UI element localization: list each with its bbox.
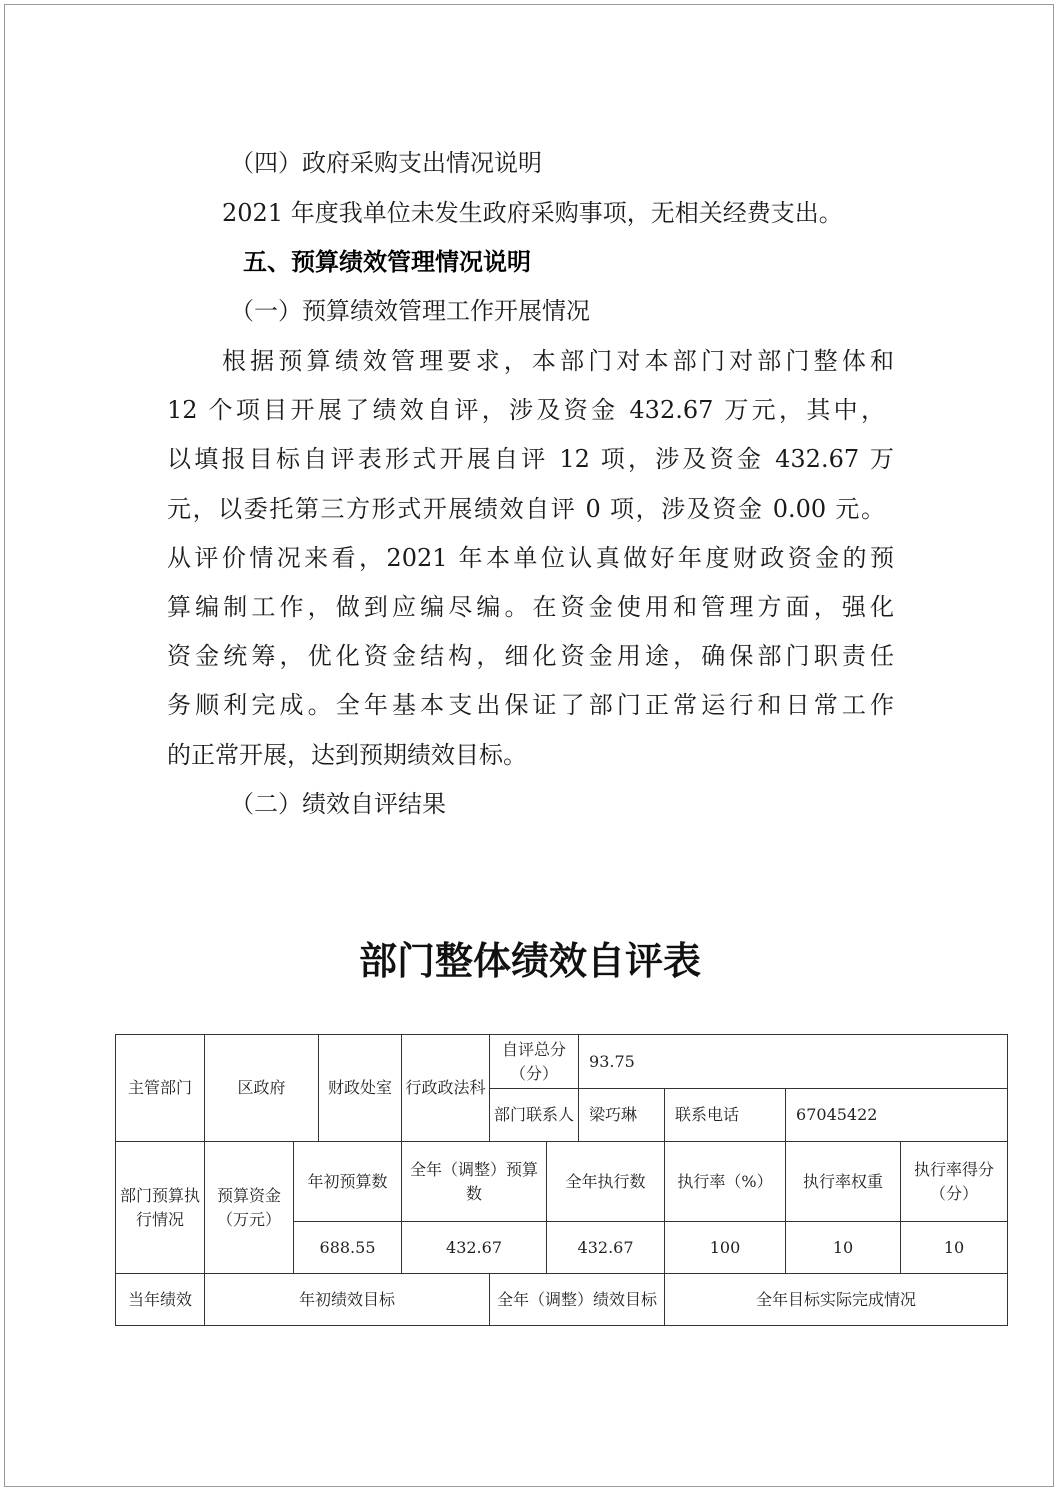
val-weight: 10 <box>786 1222 901 1274</box>
contact-label: 部门联系人 <box>490 1089 579 1142</box>
budget-label: 预算资金（万元） <box>205 1142 294 1274</box>
col-rate-header: 执行率（%） <box>665 1142 786 1222</box>
phone-label: 联系电话 <box>665 1089 786 1142</box>
paragraph-line: 从评价情况来看，2021 年本单位认真做好年度财政资金的预 <box>167 544 894 572</box>
col-initial-header: 年初预算数 <box>294 1142 402 1222</box>
section-label: 行政政法科 <box>402 1035 490 1142</box>
dept-label: 主管部门 <box>116 1035 205 1142</box>
col-adjusted-header: 全年（调整）预算数 <box>402 1142 547 1222</box>
paragraph-line: 算编制工作，做到应编尽编。在资金使用和管理方面，强化 <box>167 593 894 621</box>
paragraph-line: 元，以委托第三方形式开展绩效自评 0 项，涉及资金 0.00 元。 <box>167 495 885 523</box>
paragraph-line: 资金统筹，优化资金结构，细化资金用途，确保部门职责任 <box>167 642 894 670</box>
perf-actual-header: 全年目标实际完成情况 <box>665 1274 1008 1326</box>
contact-value: 梁巧琳 <box>579 1089 665 1142</box>
paragraph-line: 12 个项目开展了绩效自评，涉及资金 432.67 万元，其中， <box>167 396 885 424</box>
val-adjusted: 432.67 <box>402 1222 547 1274</box>
paragraph-line: 以填报目标自评表形式开展自评 12 项，涉及资金 432.67 万 <box>167 445 894 473</box>
paragraph-line: 的正常开展，达到预期绩效目标。 <box>167 741 527 769</box>
perf-adjusted-header: 全年（调整）绩效目标 <box>490 1274 665 1326</box>
performance-table <box>115 1034 1008 1326</box>
val-initial: 688.55 <box>294 1222 402 1274</box>
val-executed: 432.67 <box>547 1222 665 1274</box>
dept-value: 区政府 <box>205 1035 319 1142</box>
score-label: 自评总分（分） <box>490 1035 579 1089</box>
table-title: 部门整体绩效自评表 <box>358 938 701 983</box>
perf-initial-header: 年初绩效目标 <box>205 1274 490 1326</box>
paragraph-line: 务顺利完成。全年基本支出保证了部门正常运行和日常工作 <box>167 691 894 719</box>
col-weight-header: 执行率权重 <box>786 1142 901 1222</box>
office-label: 财政处室 <box>319 1035 402 1142</box>
section-4-heading: （四）政府采购支出情况说明 <box>230 149 542 177</box>
phone-value: 67045422 <box>786 1089 1008 1142</box>
col-score-header: 执行率得分（分） <box>901 1142 1008 1222</box>
exec-label: 部门预算执行情况 <box>116 1142 205 1274</box>
col-executed-header: 全年执行数 <box>547 1142 665 1222</box>
perf-label: 当年绩效 <box>116 1274 205 1326</box>
val-rate: 100 <box>665 1222 786 1274</box>
score-value: 93.75 <box>579 1035 1008 1089</box>
paragraph-line: 根据预算绩效管理要求，本部门对本部门对部门整体和 <box>222 347 894 375</box>
section-5-heading: 五、预算绩效管理情况说明 <box>243 248 531 276</box>
section-5-1-heading: （一）预算绩效管理工作开展情况 <box>230 297 590 325</box>
section-5-2-heading: （二）绩效自评结果 <box>230 790 446 818</box>
val-score: 10 <box>901 1222 1008 1274</box>
section-4-body: 2021 年度我单位未发生政府采购事项，无相关经费支出。 <box>222 199 843 227</box>
